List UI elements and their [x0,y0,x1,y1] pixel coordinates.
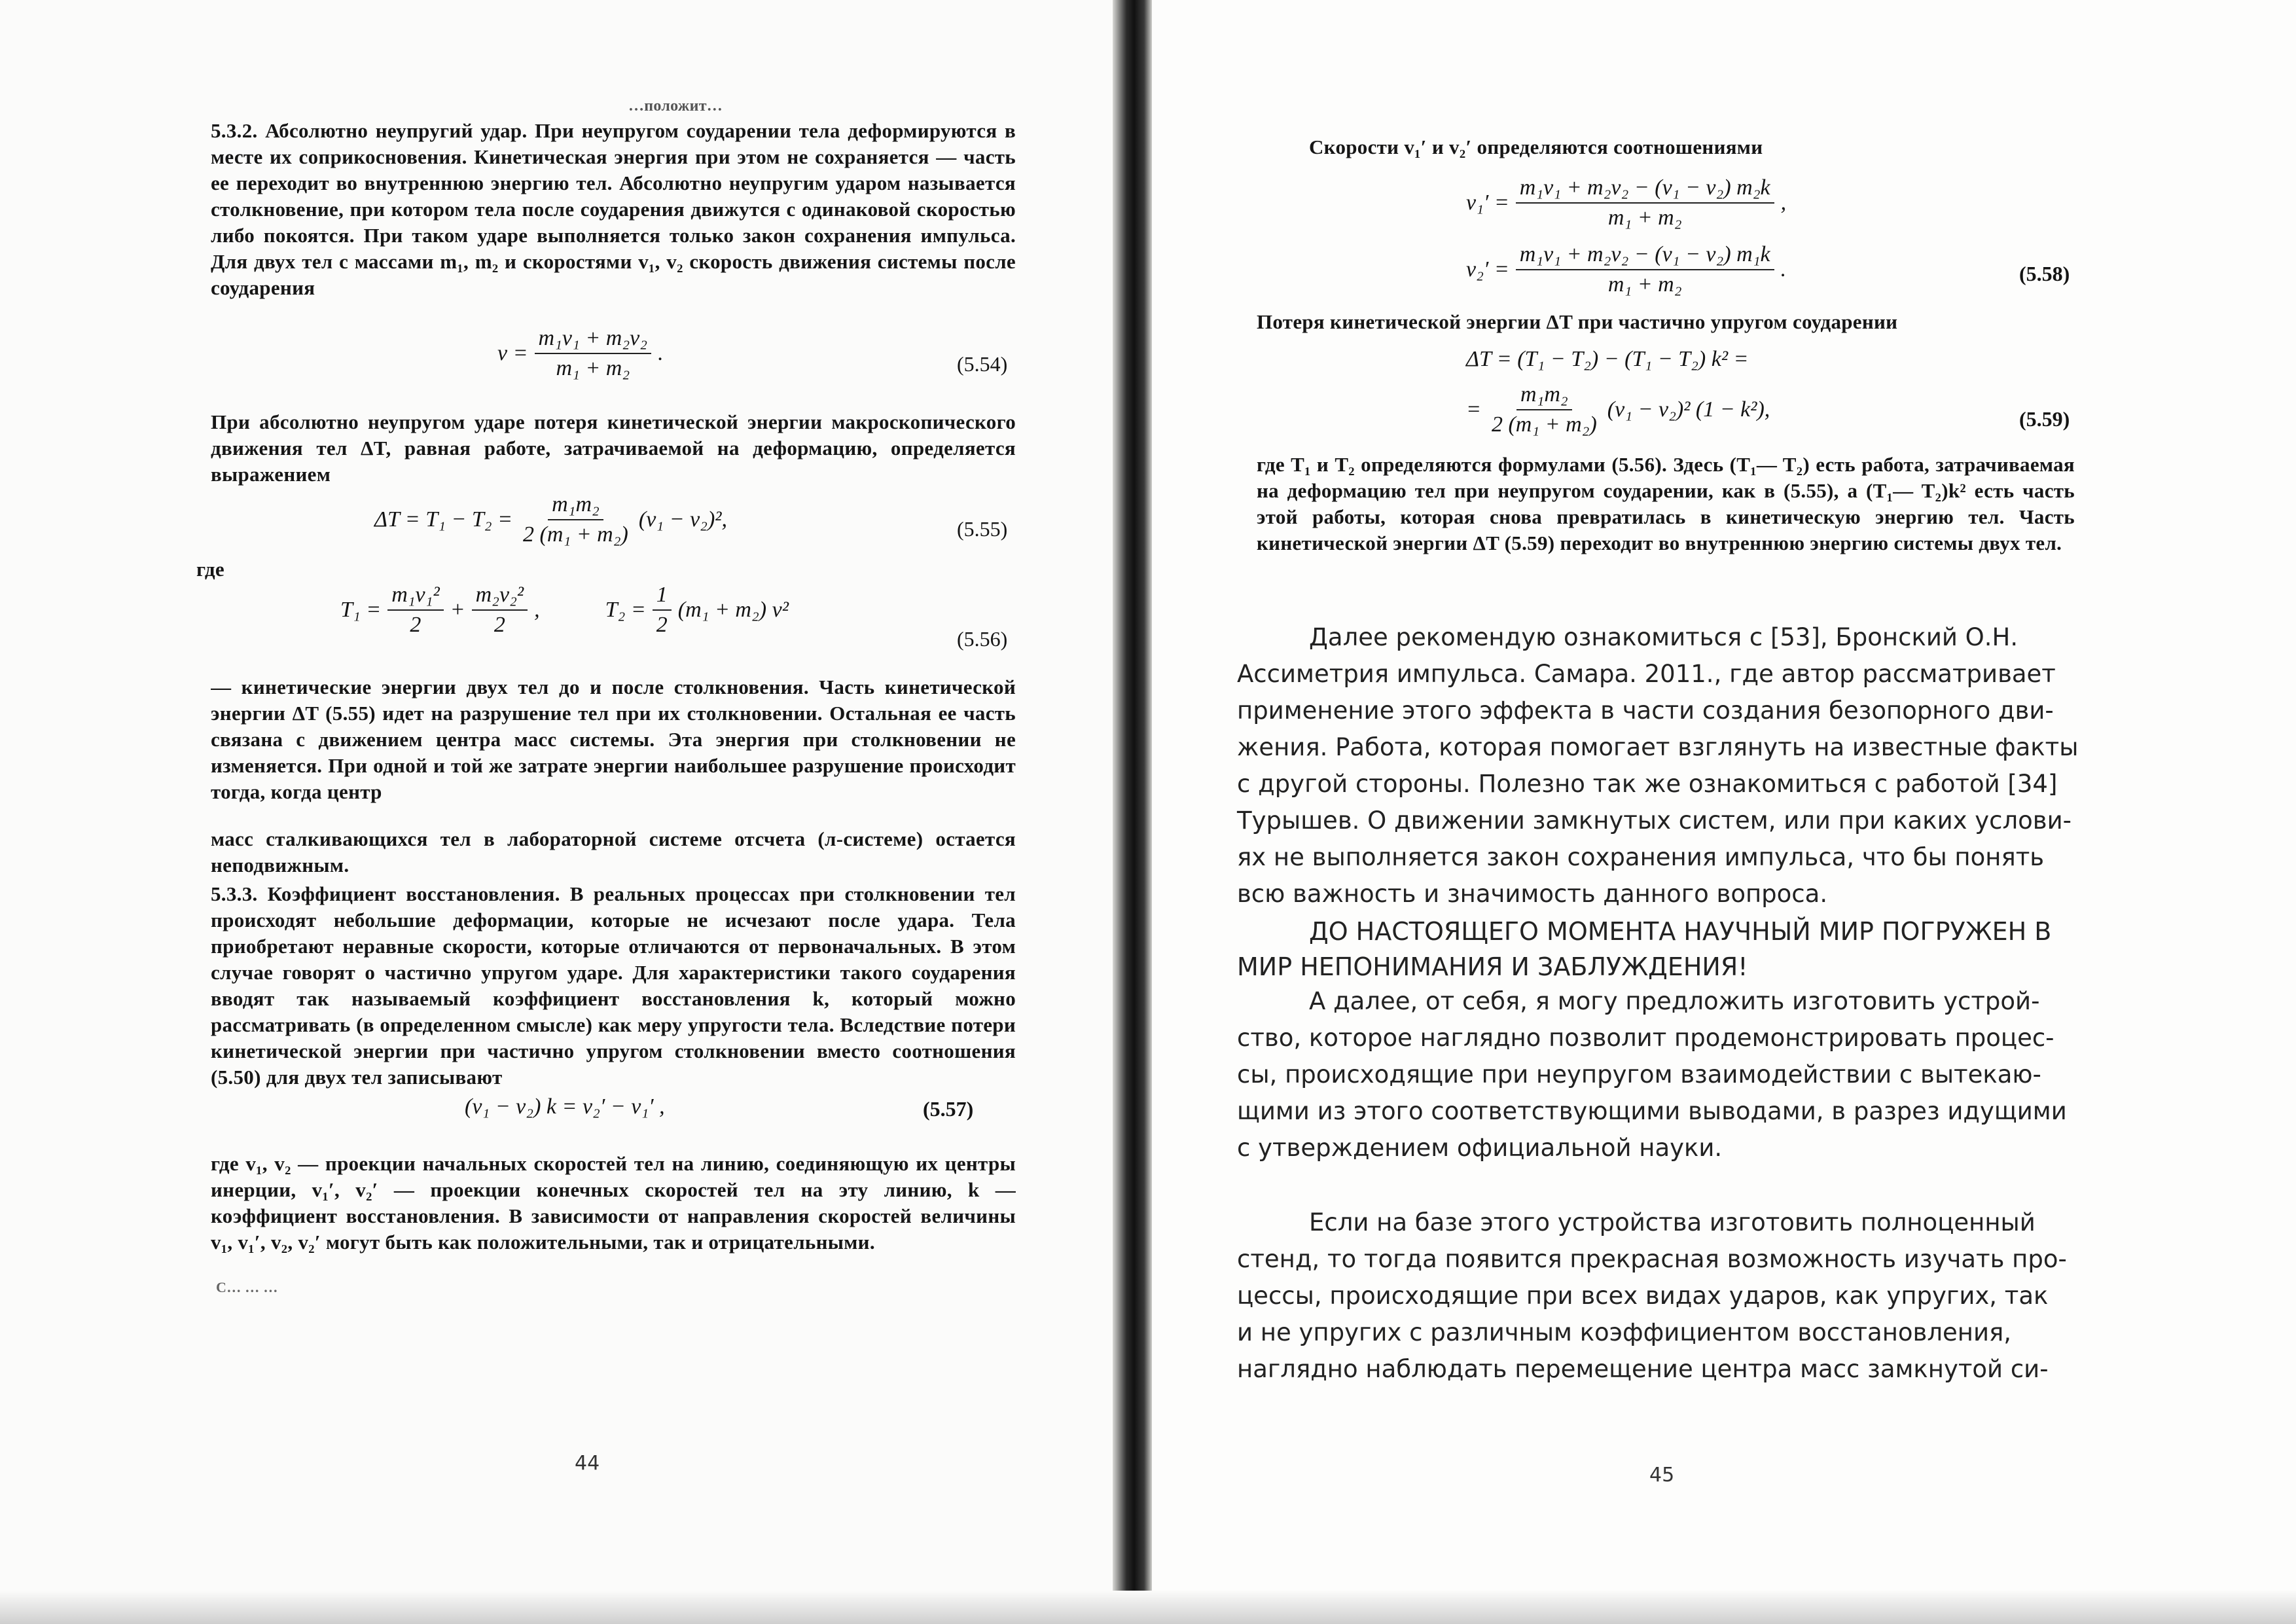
test-stand-line: наглядно наблюдать перемещение центра масс замкнутой си- [1237,1355,2049,1383]
eq-5-56-t2-lhs: T₂ = [605,598,646,622]
work-deformation-paragraph: где T₁ и T₂ определяются формулами (5.56). Здесь (T₁— T₂) есть работа, затрачиваемая на деформацию тел при неупругом соударении, как в (5.55), а (T₁— T₂)k² есть часть этой работы, которая снова превратилась в кинетическую энергию тел. Часть кинетической энергии ΔT (5.59) переходит во внутреннюю энергию системы двух тел. [1257,453,2075,554]
recommendation-paragraph [1237,619,2108,912]
eq-5-54-tail: . [658,341,664,365]
eq-5-56-t1-frac1 [387,583,443,638]
eq-5-59b-lhs: = [1466,397,1481,422]
eq-5-54-lhs: v = [497,341,528,365]
recommendation-line: Турышев. О движении замкнутых систем, или при каких услови- [1237,806,2072,835]
capital-statement [1237,914,2108,984]
velocities-intro: Скорости v₁′ и v₂′ определяются соотношениями [1309,135,1763,158]
eq-5-56-t2-tail: (m₁ + m₂) v² [677,598,789,622]
equation-5-59-first [1466,347,1748,372]
section-5-3-2-paragraph: 5.3.2. Абсолютно неупругий удар. При неупругом соударении тела деформируются в месте их соприкосновения. Кинетическая энергия при этом не сохраняется — часть ее переходит во внутреннюю энергию тел. Абсолютно неупругим ударом называется столкновение, при котором тела после соударения движутся с одинаковой скоростью либо покоятся. При таком ударе выполняется только закон сохранения импульса. Для двух тел с массами m₁, m₂ и скоростями v₁, v₂ скорость движения системы после соударения [211,119,1016,299]
projections-paragraph: где v₁, v₂ — проекции начальных скоростей тел на линию, соединяющую их центры инерции, v₁′, v₂′ — проекции конечных скоростей тел на эту линию, k — коэффициент восстановления. В зависимости от направления скоростей величины v₁, v₁′, v₂, v₂′ могут быть как положительными, так и отрицательными. [211,1152,1016,1254]
equation-number-5-54: (5.54) [957,352,1008,376]
book-spine-gutter [1113,0,1152,1624]
test-stand-paragraph [1237,1204,2108,1388]
recommendation-line: Ассиметрия импульса. Самара. 2011., где автор рассматривает [1237,660,2056,688]
device-proposal-line: с утверждением официальной науки. [1237,1134,1723,1162]
eq-5-59a-expression: ΔT = (T₁ − T₂) − (T₁ − T₂) k² = [1466,347,1749,371]
eq-5-56-t2-frac [653,583,672,638]
device-proposal-line: сы, происходящие при неупругом взаимодействии с вытекаю- [1237,1060,2041,1089]
eq-5-58a-denominator: m₁ + m₂ [1607,206,1682,230]
equation-5-58-second [1466,242,1786,297]
equation-5-56 [340,583,789,638]
eq-5-57-expression: (v₁ − v₂) k = v₂′ − v₁′ , [465,1094,665,1119]
eq-5-56-comma: , [534,598,540,622]
recommendation-line: Далее рекомендую ознакомиться с [53], Бронский О.Н. [1309,623,2018,651]
device-proposal-line: ство, которое наглядно позволит продемонстрировать процес- [1237,1024,2054,1052]
capital-statement-line: МИР НЕПОНИМАНИЯ И ЗАБЛУЖДЕНИЯ! [1237,952,1748,981]
eq-5-54-denominator: m₁ + m₂ [556,356,630,380]
eq-5-59b-numerator: m₁m₂ [1516,382,1572,410]
eq-5-58a-lhs: v₁′ = [1466,190,1509,215]
eq-5-55-lhs: ΔT = T₁ − T₂ = [374,507,513,532]
test-stand-line: Если на базе этого устройства изготовить полноценный [1309,1208,2036,1236]
kinetic-energies-paragraph: — кинетические энергии двух тел до и после столкновения. Часть кинетической энергии ΔT (5.55) идет на разрушение тел при их столкновении. Остальная ее часть связана с движением центра масс системы. Эта энергия при столкновении не изменяется. При одной и той же затрате энергии наибольшее разрушение происходит тогда, когда центр [211,676,1016,803]
test-stand-line: и не упругих с различным коэффициентом восстановления, [1237,1318,2012,1346]
recommendation-line: с другой стороны. Полезно так же ознакомиться с работой [34] [1237,770,2058,798]
scan-bottom-edge [0,1591,2296,1624]
page-number-right: 45 [1649,1464,1675,1487]
capital-statement-line: ДО НАСТОЯЩЕГО МОМЕНТА НАУЧНЫЙ МИР ПОГРУЖЕН В [1309,917,2052,946]
equation-5-54 [497,326,664,381]
eq-5-54-numerator: m₁v₁ + m₂v₂ [535,326,652,354]
center-of-mass-paragraph: масс сталкивающихся тел в лабораторной системе отсчета (л-системе) остается неподвижным. [211,827,1016,876]
device-proposal-paragraph [1237,983,2108,1166]
where-label: где [196,558,224,581]
equation-number-5-59: (5.59) [2019,407,2070,431]
eq-5-56-t1-den2: 2 [493,613,505,637]
eq-5-56-t1-num1: m₁v₁² [387,583,443,611]
equation-number-5-56: (5.56) [957,627,1008,651]
left-page [0,0,1113,1624]
equation-number-5-57: (5.57) [923,1097,974,1121]
eq-5-58a-numerator: m₁v₁ + m₂v₂ − (v₁ − v₂) m₂k [1516,175,1774,204]
recommendation-line: ях не выполняется закон сохранения импульса, что бы понять [1237,843,2045,871]
eq-5-55-tail: (v₁ − v₂)², [638,507,727,532]
eq-5-56-t1-frac2 [472,583,528,638]
equation-5-57 [465,1094,665,1119]
equation-5-59-second [1466,382,1770,437]
eq-5-58b-denominator: m₁ + m₂ [1607,272,1682,297]
eq-5-56-t2-num: 1 [653,583,672,611]
eq-5-56-t2-den: 2 [656,613,668,637]
eq-5-58a-tail: , [1780,190,1787,215]
test-stand-line: стенд, то тогда появится прекрасная возможность изучать про- [1237,1245,2067,1273]
eq-5-58b-lhs: v₂′ = [1466,257,1509,281]
eq-5-54-fraction [535,326,652,381]
page-number-left: 44 [575,1452,600,1475]
eq-5-56-t1-lhs: T₁ = [340,598,382,622]
eq-5-56-t1-num2: m₂v₂² [472,583,528,611]
equation-5-58-first [1466,175,1786,230]
test-stand-line: цессы, происходящие при всех видах ударов, как упругих, так [1237,1282,2049,1310]
section-5-3-3-paragraph: 5.3.3. Коэффициент восстановления. В реальных процессах при столкновении тел происходят небольшие деформации, которые не исчезают после удара. Тела приобретают неравные скорости, которые отличаются от первоначальных. В этом случае говорят о частично упругом ударе. Для характеристики такого соударения вводят так называемый коэффициент восстановления k, который можно рассматривать (в определенном смысле) как меру упругости тела. Вследствие потери кинетической энергии при частично упругом столкновении вместо соотношения (5.50) для двух тел записывают [211,882,1016,1089]
eq-5-55-denominator: 2 (m₁ + m₂) [523,522,628,547]
energy-loss-paragraph: При абсолютно неупругом ударе потеря кинетической энергии макроскопического движения тел ΔT, равная работе, затрачиваемой на деформацию, определяется выражением [211,410,1016,486]
eq-5-55-fraction [519,492,632,547]
eq-5-58b-numerator: m₁v₁ + m₂v₂ − (v₁ − v₂) m₁k [1516,242,1774,270]
eq-5-58b-fraction [1516,242,1774,297]
energy-loss-intro: Потеря кинетической энергии ΔT при частично упругом соударении [1257,310,1898,333]
bottom-fragment: С… … … [216,1279,278,1295]
device-proposal-line: щими из этого соответствующими выводами, в разрез идущими [1237,1097,2067,1125]
eq-5-58b-tail: . [1780,257,1787,281]
right-page [1152,0,2296,1624]
eq-5-55-numerator: m₁m₂ [548,492,603,520]
equation-5-55 [374,492,727,547]
top-fragment: …положит… [628,98,723,115]
equation-number-5-55: (5.55) [957,517,1008,541]
recommendation-line: жения. Работа, которая помогает взглянуть на известные факты [1237,733,2079,761]
eq-5-56-t1-den1: 2 [410,613,422,637]
recommendation-line: применение этого эффекта в части создания безопорного дви- [1237,696,2054,725]
eq-5-59b-fraction [1488,382,1601,437]
device-proposal-line: А далее, от себя, я могу предложить изготовить устрой- [1309,987,2040,1015]
eq-5-59b-denominator: 2 (m₁ + m₂) [1491,412,1597,437]
equation-number-5-58: (5.58) [2019,262,2070,285]
eq-5-56-plus: + [450,598,465,622]
eq-5-59b-tail: (v₁ − v₂)² (1 − k²), [1607,397,1770,422]
recommendation-line: всю важность и значимость данного вопроса. [1237,880,1828,908]
eq-5-58a-fraction [1516,175,1774,230]
